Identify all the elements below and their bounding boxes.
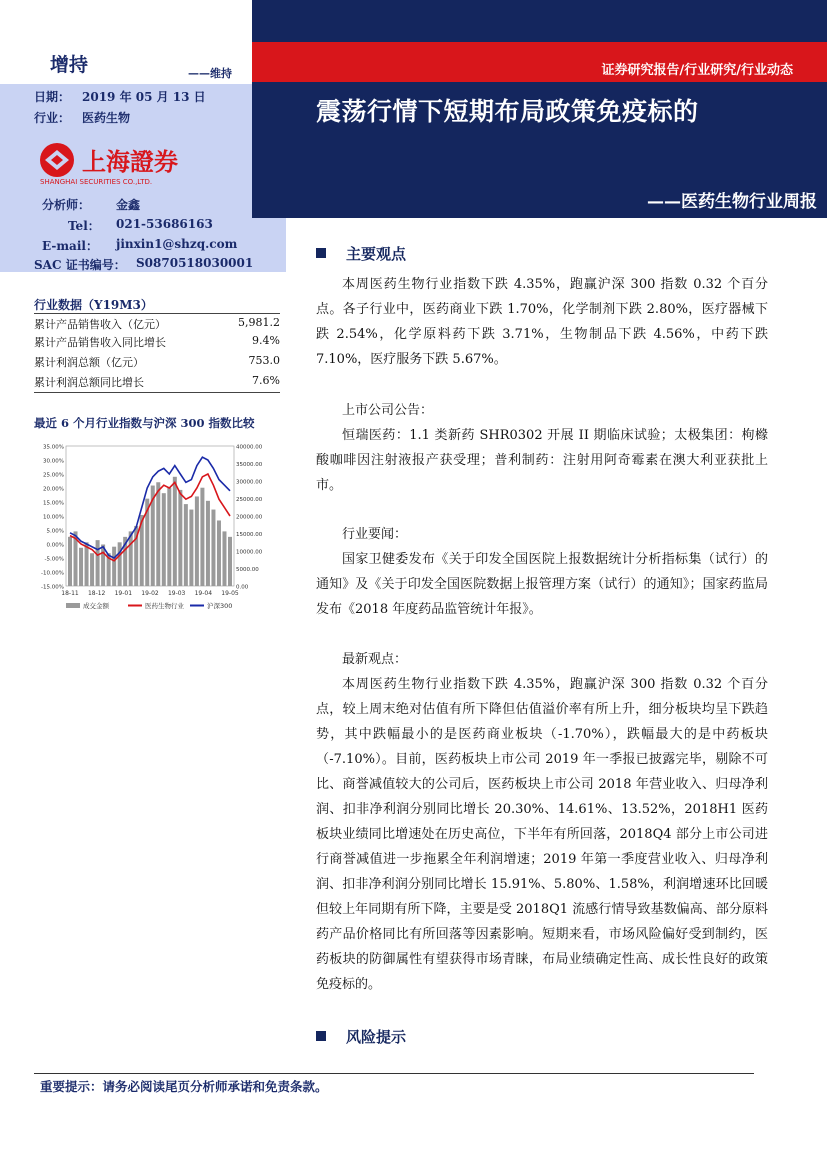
right-axis-tick: 35000.00: [236, 462, 263, 468]
x-axis-tick: 19-05: [221, 590, 239, 597]
industry-data-title: 行业数据（Y19M3）: [34, 298, 153, 312]
x-axis-tick: 18-12: [87, 590, 106, 597]
volume-bar: [222, 531, 226, 586]
rating-label: 增持: [50, 54, 89, 76]
legend-swatch: [66, 603, 80, 608]
data-row: [34, 334, 280, 350]
footer-rule: [34, 1073, 754, 1074]
volume-bar: [101, 545, 105, 586]
report-title: 震荡行情下短期布局政策免疫标的: [316, 97, 699, 126]
volume-bar: [79, 548, 83, 586]
volume-bar: [156, 482, 160, 586]
chart-title: 最近 6 个月行业指数与沪深 300 指数比较: [34, 416, 255, 430]
legend-label: 成交金额: [83, 602, 109, 610]
email-label: E-mail：: [42, 239, 98, 253]
data-row-value: 5,981.2: [238, 316, 280, 329]
news-label: 行业要闻：: [342, 527, 408, 542]
left-axis-tick: 10.00%: [43, 514, 64, 521]
data-row: [34, 374, 280, 390]
report-subtitle: ——医药生物行业周报: [647, 192, 817, 212]
risk-heading: [316, 1026, 406, 1047]
right-axis-tick: 20000.00: [236, 514, 263, 521]
data-row-value: 7.6%: [252, 374, 280, 387]
logo-en-text: SHANGHAI SECURITIES CO.,LTD.: [40, 178, 153, 186]
left-axis-tick: -15.00%: [41, 584, 64, 591]
analyst-value: 金鑫: [116, 198, 141, 212]
volume-bar: [112, 547, 116, 586]
volume-bar: [68, 537, 72, 586]
volume-bar: [195, 496, 199, 586]
x-axis-tick: 19-02: [141, 590, 159, 597]
x-axis-tick: 19-04: [194, 590, 213, 597]
logo-cn-text: 上海證券: [82, 147, 178, 176]
report-type: 证券研究报告/行业研究/行业动态: [601, 63, 793, 78]
index-comparison-chart: [34, 440, 274, 620]
data-row: [34, 354, 280, 370]
right-axis-tick: 25000.00: [236, 497, 263, 503]
data-row-label: 累计利润总额同比增长: [34, 376, 144, 389]
tel-label: Tel：: [68, 219, 100, 233]
volume-bar: [167, 488, 171, 586]
rating-sub-label: ——维持: [188, 67, 232, 80]
footer-note: 重要提示：请务必阅读尾页分析师承诺和免责条款。: [40, 1079, 328, 1094]
summary-paragraph: 本周医药生物行业指数下跌 4.35%，跑赢沪深 300 指数 0.32 个百分点。各子行业中，医药商业下跌 1.70%，化学制剂下跌 2.80%，医疗器械下跌 2.54%，化学原料药下跌 3.71%，生物制品下跌 4.56%，中药下跌 7.10%，医疗服务下跌 5.67%。: [316, 277, 768, 367]
legend-label: 沪深300: [207, 602, 233, 610]
data-row: [34, 316, 280, 332]
left-axis-tick: 35.00%: [43, 444, 64, 451]
right-axis-tick: 0.00: [236, 584, 249, 591]
volume-bar: [206, 501, 210, 586]
analyst-label: 分析师：: [42, 198, 91, 212]
section-square-icon: [316, 1031, 326, 1041]
data-row-value: 753.0: [248, 354, 280, 367]
tel-value: 021-53686163: [116, 217, 213, 231]
company-label: 上市公司公告：: [342, 403, 434, 418]
data-row-value: 9.4%: [252, 334, 280, 347]
volume-bar: [173, 477, 177, 586]
volume-bar: [217, 520, 221, 586]
right-axis-tick: 5000.00: [236, 567, 259, 573]
volume-bar: [184, 504, 188, 586]
left-axis-tick: 30.00%: [43, 458, 64, 465]
left-axis-tick: -5.00%: [44, 556, 64, 563]
right-axis-tick: 30000.00: [236, 479, 263, 486]
sac-label: SAC 证书编号：: [34, 258, 126, 272]
latest-label: 最新观点：: [342, 652, 408, 667]
data-table-rule-bottom: [34, 392, 280, 393]
volume-bar: [228, 537, 232, 586]
industry-label: 行业：: [34, 111, 71, 125]
shanghai-securities-logo: [36, 140, 226, 186]
latest-paragraph: 本周医药生物行业指数下跌 4.35%，跑赢沪深 300 指数 0.32 个百分点，较上周末绝对估值有所下降但估值溢价率有所上升，细分板块均呈下跌趋势，其中跌幅最小的是医药商业板块（-1.70%），跌幅最大的是中药板块（-7.10%）。目前，医药板块上市公司 2019 年一季报已披露完毕，剔除不可比、商誉减值较大的公司后，医药板块上市公司 2018 年营业收入、归母净利润、扣非净利润分别同比增长 20.30%、14.61%、13.52%，2018H1 医药板块业绩同比增速处在历史高位，下半年有所回落，2018Q4 部分上市公司进行商誉减值进一步拖累全年利润增速；2019 年第一季度营业收入、归母净利润、扣非净利润分别同比增长 15.91%、5.80%、1.58%，利润增速环比回暖但较上年同期有所下降，主要是受 2018Q1 流感行情导致基数偏高、部分原料药产品价格同比有所回落等因素影响。短期来看，市场风险偏好受到制约，医药板块的防御属性有望获得市场青睐，布局业绩确定性高、成长性良好的政策免疫标的。: [316, 677, 768, 992]
company-paragraph: 恒瑞医药：1.1 类新药 SHR0302 开展 II 期临床试验；太极集团：枸橼酸咖啡因注射液报产获受理；普利制药：注射用阿奇霉素在澳大利亚获批上市。: [316, 428, 768, 493]
volume-bar: [85, 542, 89, 586]
x-axis-tick: 18-11: [61, 590, 79, 597]
risk-heading-text: 风险提示: [346, 1028, 407, 1046]
news-paragraph: 国家卫健委发布《关于印发全国医院上报数据统计分析指标集（试行）的通知》及《关于印发全国医院数据上报管理方案（试行）的通知》；国家药监局发布《2018 年度药品监管统计年报》。: [316, 552, 768, 617]
date-label: 日期：: [34, 90, 71, 104]
volume-bar: [129, 531, 133, 586]
volume-bar: [211, 510, 215, 586]
data-row-label: 累计产品销售收入（亿元）: [34, 318, 166, 331]
legend-label: 医药生物行业: [145, 602, 184, 610]
data-row-label: 累计产品销售收入同比增长: [34, 336, 166, 349]
data-table-rule-top: [34, 313, 280, 314]
volume-bar: [178, 490, 182, 586]
volume-bar: [189, 510, 193, 586]
main-view-heading: [316, 243, 406, 264]
volume-bar: [90, 553, 94, 586]
left-axis-tick: -10.00%: [41, 570, 64, 577]
x-axis-tick: 19-01: [114, 590, 133, 597]
right-axis-tick: 15000.00: [236, 532, 263, 538]
date-value: 2019 年 05 月 13 日: [82, 90, 206, 104]
left-axis-tick: 20.00%: [43, 486, 64, 493]
email-value[interactable]: jinxin1@shzq.com: [116, 237, 238, 251]
industry-value: 医药生物: [82, 111, 131, 125]
right-axis-tick: 10000.00: [236, 549, 263, 556]
volume-bar: [200, 488, 204, 586]
left-axis-tick: 0.00%: [46, 542, 64, 549]
main-view-heading-text: 主要观点: [346, 245, 407, 263]
left-axis-tick: 25.00%: [43, 472, 64, 479]
left-axis-tick: 5.00%: [46, 528, 64, 535]
right-axis-tick: 40000.00: [236, 444, 263, 451]
left-axis-tick: 15.00%: [43, 500, 64, 507]
section-square-icon: [316, 248, 326, 258]
data-row-label: 累计利润总额（亿元）: [34, 356, 144, 369]
volume-bar: [162, 493, 166, 586]
volume-bar: [96, 540, 100, 586]
x-axis-tick: 19-03: [167, 590, 186, 597]
sac-value: S0870518030001: [136, 256, 254, 270]
